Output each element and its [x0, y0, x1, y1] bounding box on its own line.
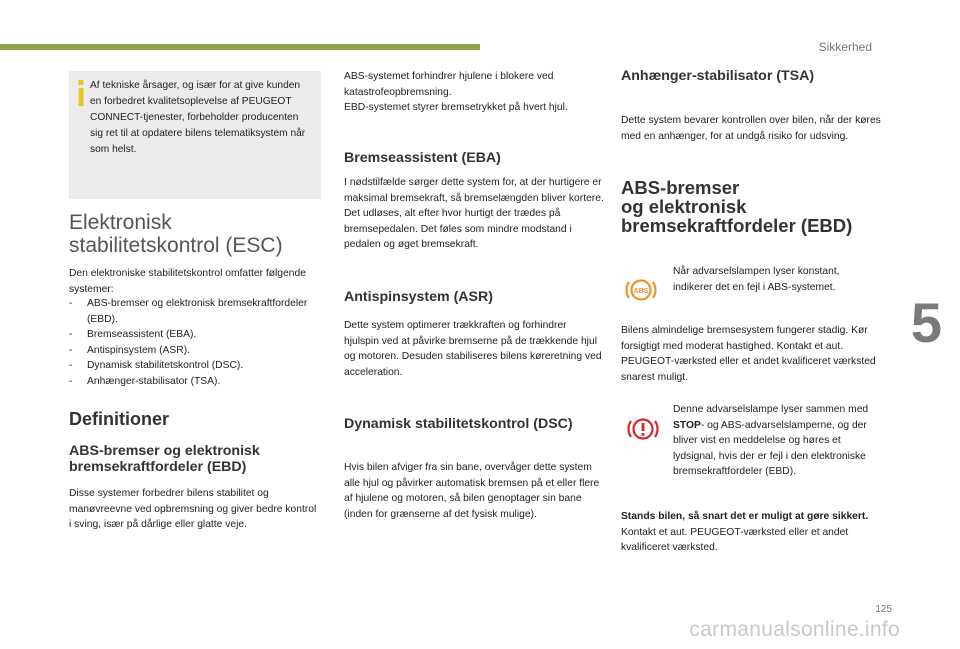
asr-text: Dette system optimerer trækkraften og forhindrer hjulspin ved at påvirke bremserne på de trækkende hjul og motoren. Desuden stabiliseres bilens køreretning ved acceleration. — [344, 320, 602, 378]
list-item: - Antispinsystem (ASR). — [69, 343, 321, 359]
header-accent-bar — [0, 44, 480, 50]
stop-label: STOP — [673, 419, 701, 431]
asr-heading: Antispinsystem (ASR) — [344, 289, 493, 305]
stop-block — [621, 509, 881, 556]
abs-fault-text: Bilens almindelige bremsesystem fungerer stadig. Kør forsigtigt med moderat hastighed. Kontakt et aut. PEUGEOT-værksted eller et andet kvalificeret værksted snarest muligt. — [621, 325, 876, 383]
stop-warning-text: Stands bilen, så snart det er muligt at gøre sikkert. — [621, 511, 869, 522]
definitions-heading: Definitioner — [69, 409, 170, 429]
list-item: - Anhænger-stabilisator (TSA). — [69, 374, 321, 390]
esc-title-line1: Elektronisk — [69, 211, 172, 234]
esc-system-list — [69, 296, 321, 390]
tsa-heading: Anhænger-stabilisator (TSA) — [621, 68, 815, 84]
eba-heading: Bremseassistent (EBA) — [344, 150, 501, 166]
abs-section-title-line3: bremsekraftfordeler (EBD) — [621, 215, 853, 236]
dsc-heading: Dynamisk stabilitetskontrol (DSC) — [344, 416, 573, 432]
abs-lamp-label: ABS — [633, 288, 649, 295]
list-item: - Bremseassistent (EBA). — [69, 327, 321, 343]
abs-section-title-line2: og elektronisk — [621, 196, 747, 217]
ebd-lamp-text — [673, 402, 878, 480]
abs-section-title — [621, 178, 881, 235]
chapter-tab: 5 — [893, 262, 960, 382]
abs-system-block — [344, 69, 604, 116]
list-item: - Dynamisk stabilitetskontrol (DSC). — [69, 358, 321, 374]
brake-warning-lamp-icon — [626, 414, 660, 444]
watermark: carmanualsonline.info — [689, 618, 900, 641]
esc-title — [69, 211, 321, 257]
eba-text-1: I nødstilfælde sørger dette system for, at der hurtigere er maksimal bremsekraft, så bremselængden bliver kortere. — [344, 177, 604, 204]
abs-ebd-text: Disse systemer forbedrer bilens stabilitet og manøvreevne ved opbremsning og giver bedre kontrol i sving, især på dårlige eller glatte veje. — [69, 488, 317, 531]
list-item: - ABS-bremser og elektronisk bremsekraftfordeler (EBD). — [69, 296, 321, 327]
tsa-text: Dette system bevarer kontrollen over bilen, når der køres med en anhænger, for at undgå risiko for udsving. — [621, 115, 881, 142]
abs-system-text: ABS-systemet forhindrer hjulene i blokere ved katastrofeopbremsning. — [344, 71, 554, 98]
esc-title-line2: stabilitetskontrol (ESC) — [69, 234, 283, 257]
ebd-lamp-text-before: Denne advarselslampe lyser sammen med — [673, 404, 869, 415]
info-icon — [76, 80, 86, 106]
section-label: Sikkerhed — [818, 40, 872, 54]
abs-warning-lamp-icon — [624, 276, 658, 304]
info-box-text: Af tekniske årsager, og især for at give kunden en forbedret kvalitetsoplevelse af PEUGEOT CONNECT-tjenester, forbeholder producenten sig ret til at opdatere bilens telematiksystem når som helst. — [90, 80, 306, 155]
ebd-lamp-text-after: - og ABS-advarselslamperne, og der bliver vist en meddelelse og høres et lydsignal, hvis der er fejl i den elektroniske bremsekraftfordeler (EBD). — [673, 419, 867, 478]
dsc-text: Hvis bilen afviger fra sin bane, overvåger dette system alle hjul og påvirker automatisk bremsen på et eller flere af hjulene og motoren, så bilen genoptager sin bane (inden for grænserne af det fysisk mulige). — [344, 462, 600, 520]
abs-section-title-line1: ABS-bremser — [621, 177, 740, 198]
esc-intro: Den elektroniske stabilitetskontrol omfatter følgende systemer: — [69, 268, 306, 295]
contact-text: Kontakt et aut. PEUGEOT-værksted eller et andet kvalificeret værksted. — [621, 526, 849, 554]
stop-warning — [621, 509, 881, 525]
abs-ebd-heading: ABS-bremser og elektronisk bremsekraftfordeler (EBD) — [69, 443, 260, 475]
ebd-system-text: EBD-systemet styrer bremsetrykket på hvert hjul. — [344, 102, 568, 114]
abs-lamp-text: Når advarselslampen lyser konstant, indikerer det en fejl i ABS-systemet. — [673, 266, 840, 293]
eba-text-2: Det udløses, alt efter hvor hurtigt der trædes på bremsepedalen. Det føles som mindre modstand i pedalen og øget bremsekraft. — [344, 208, 572, 251]
page-number: 125 — [875, 604, 892, 615]
eba-block — [344, 175, 604, 253]
